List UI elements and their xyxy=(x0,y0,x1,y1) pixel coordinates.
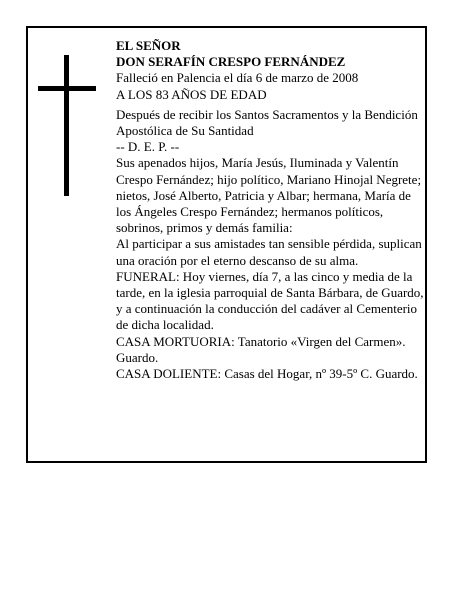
home-paragraph: CASA DOLIENTE: Casas del Hogar, nº 39-5º C. Guardo. xyxy=(116,366,418,382)
family-paragraph: Sus apenados hijos, María Jesús, Iluminada y Valentín Crespo Fernández; hijo político, Mariano Hinojal Negrete; nietos, José Alberto, Patricia y Albar; hermana, María de los Ángeles Crespo Fernández; hermanos políticos, sobrinos, primos y demás familia: xyxy=(116,155,422,236)
deceased-name: DON SERAFÍN CRESPO FERNÁNDEZ xyxy=(116,54,346,70)
cross-vertical-bar xyxy=(64,55,69,196)
request-paragraph: Al participar a sus amistades tan sensible pérdida, suplican una oración por el eterno descanso de su alma. xyxy=(116,236,422,268)
funeral-paragraph: FUNERAL: Hoy viernes, día 7, a las cinco y media de la tarde, en la iglesia parroquial de Santa Bárbara, de Guardo, y a continuación la conducción del cadáver al Cementerio de dicha localidad. xyxy=(116,268,424,333)
obituary-header: EL SEÑOR xyxy=(116,38,181,53)
cross-horizontal-bar xyxy=(38,86,96,91)
obituary-text xyxy=(116,38,428,382)
mortuary-paragraph: CASA MORTUORIA: Tanatorio «Virgen del Carmen». Guardo. xyxy=(116,333,406,365)
death-info: Falleció en Palencia el día 6 de marzo de 2008 xyxy=(116,70,359,86)
sacraments-line: Después de recibir los Santos Sacramentos y la Bendición Apostólica de Su Santidad xyxy=(116,106,418,139)
age-line: A LOS 83 AÑOS DE EDAD xyxy=(116,86,267,102)
dep-line: -- D. E. P. -- xyxy=(116,139,180,155)
